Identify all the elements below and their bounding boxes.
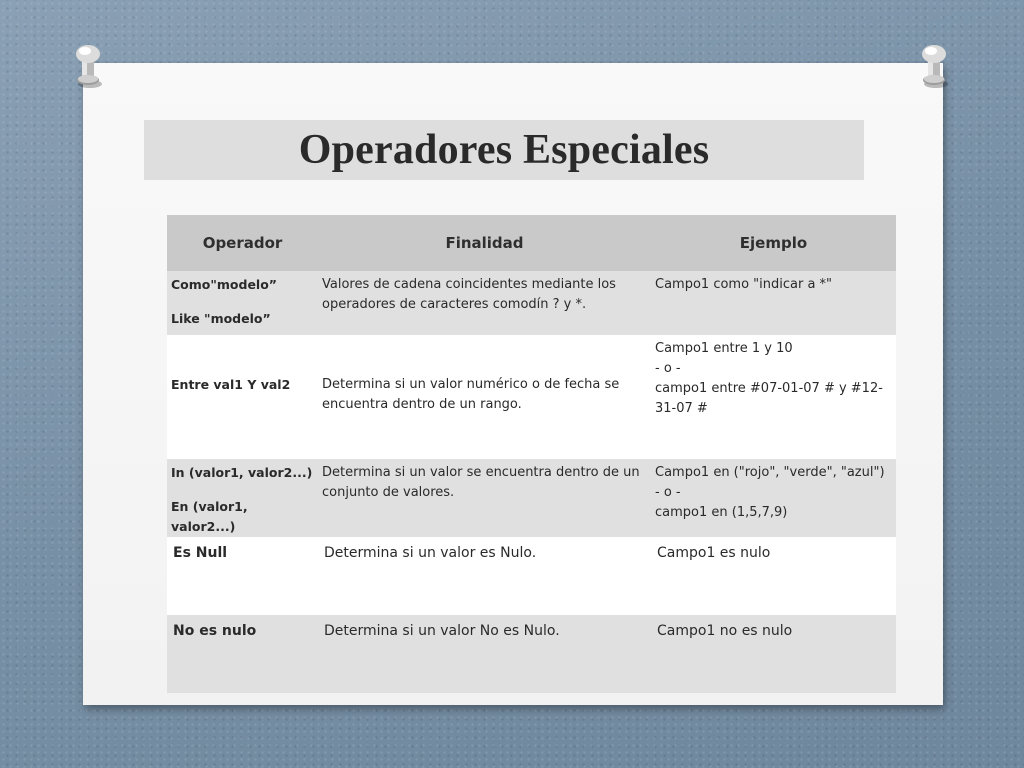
purpose-cell (318, 459, 651, 537)
operator-text: In (valor1, valor2...) (171, 465, 313, 480)
operator-cell (167, 459, 318, 537)
header-ejemplo: Ejemplo (651, 215, 896, 271)
example-text: Campo1 es nulo (657, 545, 771, 561)
table-row (167, 459, 896, 537)
table-row (167, 271, 896, 335)
example-text: campo1 en (1,5,7,9) (655, 505, 788, 520)
example-text: Campo1 entre 1 y 10 (655, 341, 793, 356)
table-header-row (167, 215, 896, 271)
purpose-text: Determina si un valor se encuentra dentro de un (322, 465, 640, 480)
table-row (167, 615, 896, 693)
purpose-cell (318, 335, 651, 459)
example-cell (651, 271, 896, 335)
purpose-text: encuentra dentro de un rango. (322, 397, 522, 412)
purpose-text: Valores de cadena coincidentes mediante los (322, 277, 616, 292)
example-text: Campo1 en ("rojo", "verde", "azul") (655, 465, 885, 480)
operators-table (167, 215, 896, 693)
operator-cell (167, 615, 318, 693)
example-cell (651, 335, 896, 459)
operator-text: Como"modelo” (171, 277, 278, 292)
table-row (167, 335, 896, 459)
operator-text: Es Null (173, 545, 228, 561)
operator-text: Entre val1 Y val2 (171, 377, 291, 392)
example-text: Campo1 como "indicar a *" (655, 277, 833, 292)
example-text: Campo1 no es nulo (657, 623, 793, 639)
operator-cell (167, 335, 318, 459)
purpose-text: conjunto de valores. (322, 485, 455, 500)
operator-text: No es nulo (173, 623, 257, 639)
example-text: - o - (655, 485, 681, 500)
operator-cell (167, 537, 318, 615)
purpose-cell (318, 537, 651, 615)
purpose-cell (318, 271, 651, 335)
example-text: - o - (655, 361, 681, 376)
page-title: Operadores Especiales (298, 127, 710, 173)
thumbtack-icon (914, 40, 954, 90)
example-cell (651, 459, 896, 537)
example-cell (651, 615, 896, 693)
title-bar (144, 120, 864, 180)
thumbtack-icon (68, 40, 108, 90)
operator-cell (167, 271, 318, 335)
header-finalidad: Finalidad (318, 215, 651, 271)
operator-text: En (valor1, valor2...) (171, 499, 248, 534)
header-operador: Operador (167, 215, 318, 271)
operator-text: Like "modelo” (171, 311, 271, 326)
purpose-text: Determina si un valor es Nulo. (324, 545, 537, 561)
table-row (167, 537, 896, 615)
example-cell (651, 537, 896, 615)
example-text: 31-07 # (655, 401, 708, 416)
purpose-text: Determina si un valor numérico o de fecha se (322, 377, 620, 392)
purpose-cell (318, 615, 651, 693)
purpose-text: operadores de caracteres comodín ? y *. (322, 297, 587, 312)
purpose-text: Determina si un valor No es Nulo. (324, 623, 560, 639)
example-text: campo1 entre #07-01-07 # y #12- (655, 381, 883, 396)
